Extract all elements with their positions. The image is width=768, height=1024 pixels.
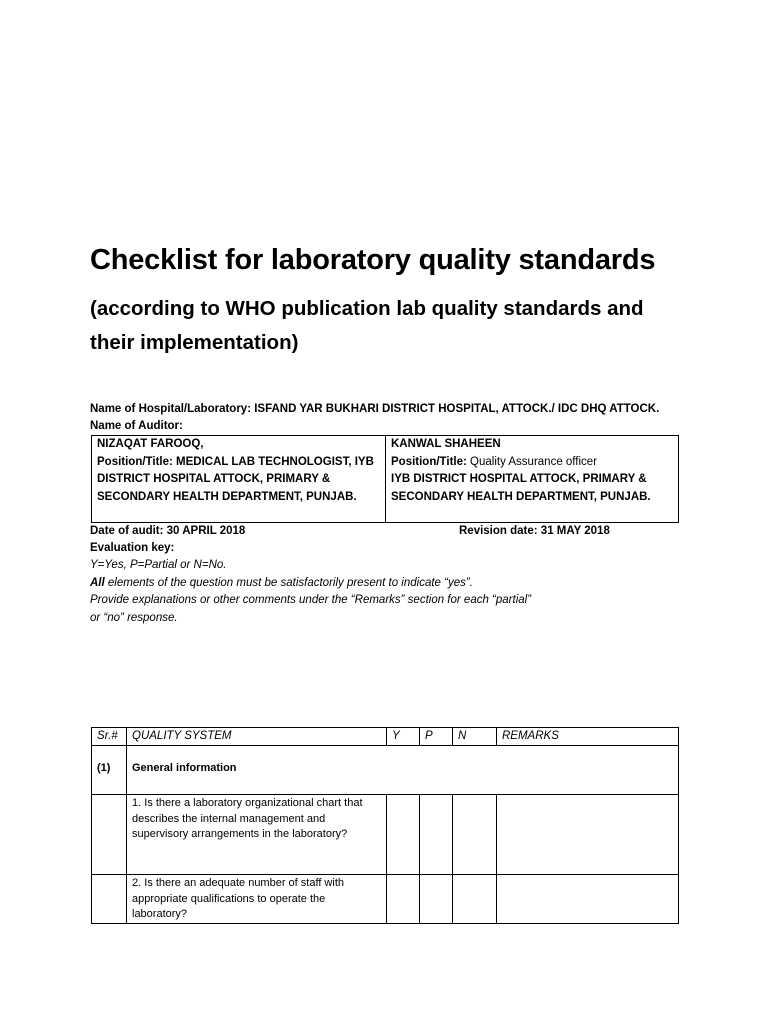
p-cell[interactable] (420, 795, 453, 875)
remarks-cell[interactable] (497, 795, 679, 875)
auditor-name: KANWAL SHAHEEN (391, 438, 501, 450)
checklist-table (91, 727, 679, 924)
table-row (92, 875, 679, 924)
y-cell[interactable] (387, 795, 420, 875)
header-y: Y (387, 728, 420, 746)
revision-date: Revision date: 31 MAY 2018 (459, 525, 610, 537)
auditor-cell-1 (92, 436, 386, 523)
question-text: 1. Is there a laboratory organizational chart that describes the internal management and supervisory arrangements in the laboratory? (132, 797, 363, 840)
table-header-row (92, 728, 679, 746)
auditor-name: NIZAQAT FAROOQ, (97, 438, 204, 450)
auditor-org-line: DISTRICT HOSPITAL ATTOCK, PRIMARY & (97, 473, 331, 485)
date-of-audit: Date of audit: 30 APRIL 2018 (90, 525, 246, 537)
hospital-line: Name of Hospital/Laboratory: ISFAND YAR BUKHARI DISTRICT HOSPITAL, ATTOCK./ IDC DHQ ATTOCK. (90, 403, 660, 415)
sr-cell (92, 875, 127, 924)
header-quality-system: QUALITY SYSTEM (127, 728, 387, 746)
instruction-all: All elements of the question must be satisfactorily present to indicate “yes”. (90, 577, 473, 589)
question-cell (127, 875, 387, 924)
auditor-table (91, 435, 679, 523)
section-number: (1) (92, 746, 127, 795)
header-n: N (453, 728, 497, 746)
n-cell[interactable] (453, 875, 497, 924)
evaluation-key: Y=Yes, P=Partial or N=No. (90, 559, 227, 571)
header-sr: Sr.# (92, 728, 127, 746)
auditor-org-line: SECONDARY HEALTH DEPARTMENT, PUNJAB. (97, 490, 357, 503)
header-remarks: REMARKS (497, 728, 679, 746)
auditor-position: Position/Title: Quality Assurance officer (391, 455, 598, 468)
auditor-label: Name of Auditor: (90, 420, 183, 432)
auditor-cell-2 (386, 436, 679, 523)
evaluation-key-label: Evaluation key: (90, 542, 175, 554)
section-row (92, 746, 679, 795)
y-cell[interactable] (387, 875, 420, 924)
page-title: Checklist for laboratory quality standards (90, 244, 656, 276)
section-label: General information (127, 746, 679, 795)
p-cell[interactable] (420, 875, 453, 924)
sr-cell (92, 795, 127, 875)
n-cell[interactable] (453, 795, 497, 875)
header-p: P (420, 728, 453, 746)
question-text: 2. Is there an adequate number of staff with appropriate qualifications to operate the laboratory? (132, 877, 344, 920)
remarks-cell[interactable] (497, 875, 679, 924)
instruction-remarks: Provide explanations or other comments under the “Remarks” section for each “partial” or “no” response. (90, 594, 532, 624)
auditor-position: Position/Title: MEDICAL LAB TECHNOLOGIST, IYB (97, 455, 374, 468)
auditor-org-line: IYB DISTRICT HOSPITAL ATTOCK, PRIMARY & (391, 473, 647, 485)
auditor-org-line: SECONDARY HEALTH DEPARTMENT, PUNJAB. (391, 490, 651, 503)
page-subtitle: (according to WHO publication lab quality standards and their implementation) (90, 297, 644, 354)
table-row (92, 795, 679, 875)
question-cell (127, 795, 387, 875)
